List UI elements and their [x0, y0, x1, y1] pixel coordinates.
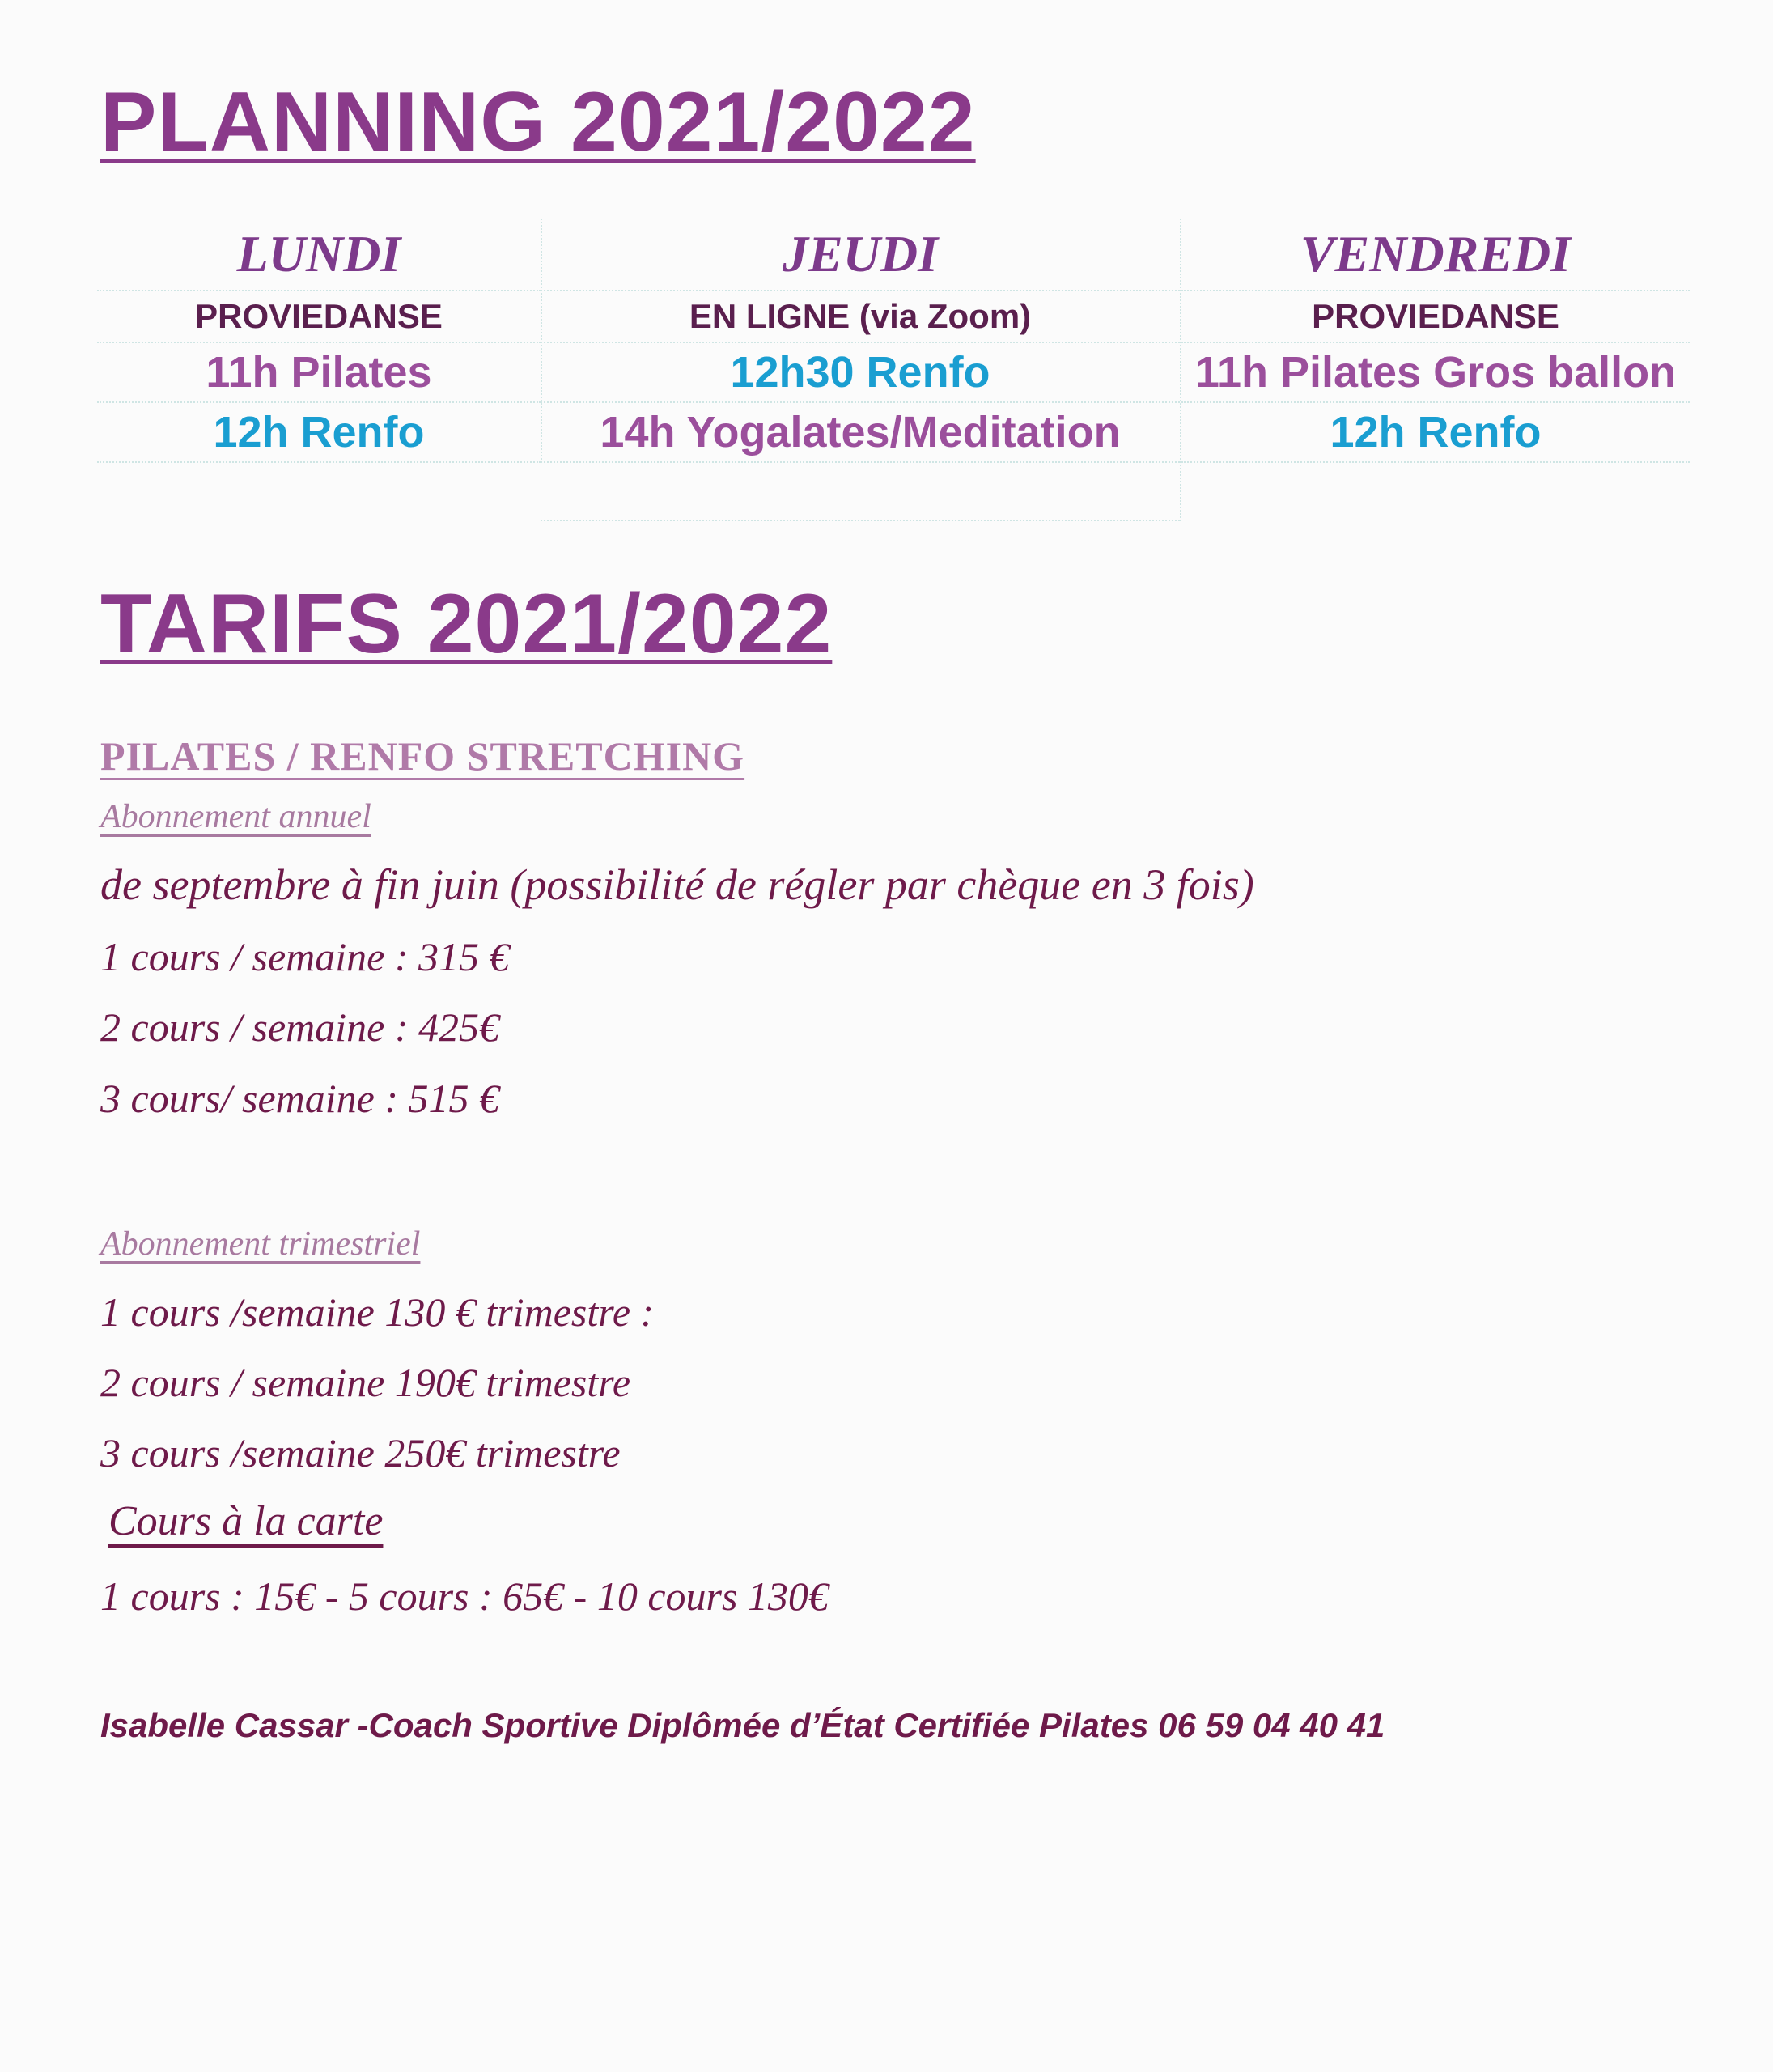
day-header: LUNDI	[97, 219, 541, 291]
class-slot: 12h30 Renfo	[541, 343, 1180, 403]
venue-label: PROVIEDANSE	[1181, 291, 1690, 343]
day-header: VENDREDI	[1181, 219, 1690, 291]
venue-label: PROVIEDANSE	[97, 291, 541, 343]
quarterly-subscription-label: Abonnement trimestriel	[100, 1225, 421, 1263]
schedule-column-vendredi	[1181, 219, 1690, 463]
quarterly-price-line: 3 cours /semaine 250€ trimestre	[100, 1430, 621, 1475]
class-slot: 11h Pilates Gros ballon	[1181, 343, 1690, 403]
section-heading: PILATES / RENFO STRETCHING	[100, 733, 745, 779]
quarterly-price-line: 2 cours / semaine 190€ trimestre	[100, 1360, 631, 1405]
annual-subscription-label: Abonnement annuel	[100, 798, 371, 835]
a-la-carte-heading: Cours à la carte	[108, 1498, 384, 1544]
class-slot: 12h Renfo	[97, 403, 541, 463]
annual-intro: de septembre à fin juin (possibilité de régler par chèque en 3 fois)	[100, 860, 1254, 909]
class-slot: 11h Pilates	[97, 343, 541, 403]
schedule-column-jeudi	[541, 219, 1181, 521]
class-slot: 14h Yogalates/Meditation	[541, 403, 1180, 463]
annual-price-line: 2 cours / semaine : 425€	[100, 1004, 499, 1050]
tarifs-title: TARIFS 2021/2022	[100, 577, 833, 671]
a-la-carte-price-line: 1 cours : 15€ - 5 cours : 65€ - 10 cours 130€	[100, 1573, 829, 1619]
venue-label: EN LIGNE (via Zoom)	[541, 291, 1180, 343]
annual-price-line: 1 cours / semaine : 315 €	[100, 934, 510, 979]
schedule-column-lundi	[97, 219, 542, 463]
day-header: JEUDI	[541, 219, 1180, 291]
annual-price-line: 3 cours/ semaine : 515 €	[100, 1076, 499, 1121]
coach-contact: Isabelle Cassar -Coach Sportive Diplômée d’État Certifiée Pilates 06 59 04 40 41	[100, 1706, 1385, 1744]
quarterly-price-line: 1 cours /semaine 130 € trimestre :	[100, 1289, 655, 1335]
empty-cell	[541, 463, 1180, 521]
class-slot: 12h Renfo	[1181, 403, 1690, 463]
planning-title: PLANNING 2021/2022	[100, 75, 976, 169]
